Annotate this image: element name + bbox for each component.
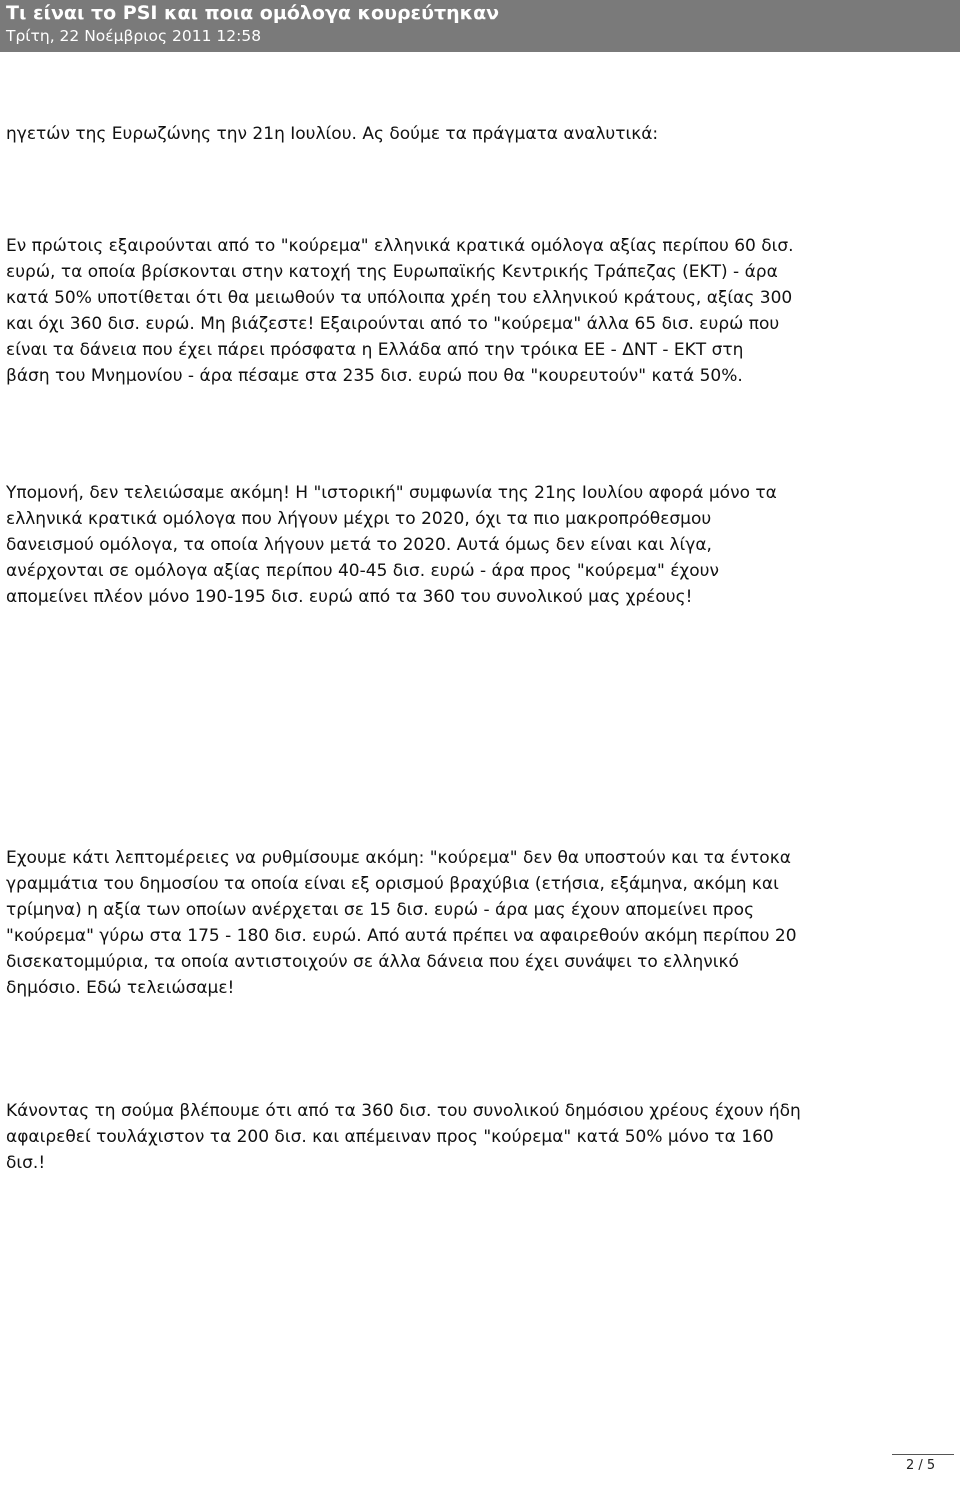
paragraph-line: Υπομονή, δεν τελειώσαμε ακόμη! Η "ιστορική" συμφωνία της 21ης Ιουλίου αφορά μόνο τα xyxy=(6,483,777,503)
paragraph-line: δισεκατομμύρια, τα οποία αντιστοιχούν σε άλλα δάνεια που έχει συνάψει το ελληνικό xyxy=(6,952,739,972)
paragraph-2 xyxy=(6,233,956,389)
paragraph-line: ελληνικά κρατικά ομόλογα που λήγουν μέχρι το 2020, όχι τα πιο μακροπρόθεσμου xyxy=(6,509,712,529)
paragraph-line: ευρώ, τα οποία βρίσκονται στην κατοχή της Ευρωπαϊκής Κεντρικής Τράπεζας (ΕΚΤ) - άρα xyxy=(6,262,778,282)
paragraph-5 xyxy=(6,1098,956,1176)
paragraph-line: είναι τα δάνεια που έχει πάρει πρόσφατα η Ελλάδα από την τρόικα ΕΕ - ΔΝΤ - ΕΚΤ στη xyxy=(6,340,744,360)
paragraph-line: Κάνοντας τη σούμα βλέπουμε ότι από τα 360 δισ. του συνολικού δημόσιου χρέους έχουν ήδη xyxy=(6,1101,801,1121)
paragraph-line: ανέρχονται σε ομόλογα αξίας περίπου 40-45 δισ. ευρώ - άρα προς "κούρεμα" έχουν xyxy=(6,561,719,581)
footer-divider xyxy=(892,1454,954,1455)
paragraph-line: τρίμηνα) η αξία των οποίων ανέρχεται σε 15 δισ. ευρώ - άρα μας έχουν απομείνει προς xyxy=(6,900,755,920)
paragraph-line: Εν πρώτοις εξαιρούνται από το "κούρεμα" ελληνικά κρατικά ομόλογα αξίας περίπου 60 δισ. xyxy=(6,236,794,256)
paragraph-line: "κούρεμα" γύρω στα 175 - 180 δισ. ευρώ. Από αυτά πρέπει να αφαιρεθούν ακόμη περίπου 20 xyxy=(6,926,797,946)
page-number: 2 / 5 xyxy=(906,1458,936,1473)
paragraph-line: δημόσιο. Εδώ τελειώσαμε! xyxy=(6,978,235,998)
article-title: Τι είναι το PSI και ποια ομόλογα κουρεύτηκαν xyxy=(6,2,500,24)
paragraph-line: απομείνει πλέον μόνο 190-195 δισ. ευρώ από τα 360 του συνολικού μας χρέους! xyxy=(6,587,693,607)
paragraph-line: δανεισμού ομόλογα, τα οποία λήγουν μετά το 2020. Αυτά όμως δεν είναι και λίγα, xyxy=(6,535,712,555)
paragraph-line: και όχι 360 δισ. ευρώ. Μη βιάζεστε! Εξαιρούνται από το "κούρεμα" άλλα 65 δισ. ευρώ που xyxy=(6,314,780,334)
paragraph-3 xyxy=(6,480,956,610)
paragraph-1 xyxy=(6,121,956,147)
paragraph-line: Εχουμε κάτι λεπτομέρειες να ρυθμίσουμε ακόμη: "κούρεμα" δεν θα υποστούν και τα έντοκα xyxy=(6,848,791,868)
paragraph-line: βάση του Μνημονίου - άρα πέσαμε στα 235 δισ. ευρώ που θα "κουρευτούν" κατά 50%. xyxy=(6,366,743,386)
paragraph-line: γραμμάτια του δημοσίου τα οποία είναι εξ ορισμού βραχύβια (ετήσια, εξάμηνα, ακόμη και xyxy=(6,874,779,894)
paragraph-4 xyxy=(6,845,956,1001)
page-header xyxy=(0,0,960,52)
paragraph-line: ηγετών της Ευρωζώνης την 21η Ιουλίου. Ας δούμε τα πράγματα αναλυτικά: xyxy=(6,124,659,144)
paragraph-line: δισ.! xyxy=(6,1153,46,1173)
paragraph-line: κατά 50% υποτίθεται ότι θα μειωθούν τα υπόλοιπα χρέη του ελληνικού κράτους, αξίας 300 xyxy=(6,288,793,308)
paragraph-line: αφαιρεθεί τουλάχιστον τα 200 δισ. και απέμειναν προς "κούρεμα" κατά 50% μόνο τα 160 xyxy=(6,1127,774,1147)
article-date: Τρίτη, 22 Νοέμβριος 2011 12:58 xyxy=(6,27,262,45)
